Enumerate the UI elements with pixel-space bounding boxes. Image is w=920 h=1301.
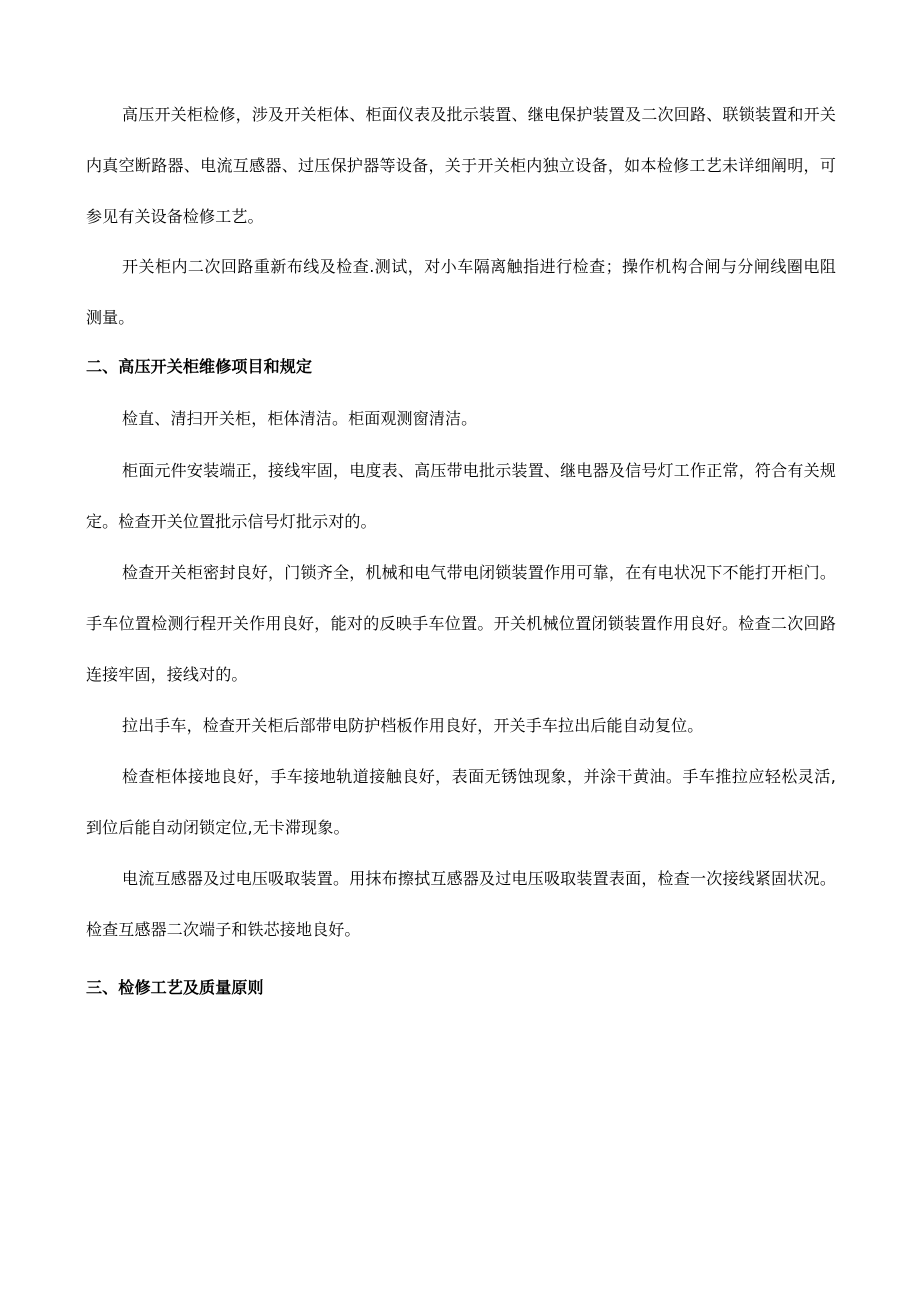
paragraph-scope: 高压开关柜检修，涉及开关柜体、柜面仪表及批示装置、继电保护装置及二次回路、联锁装置和开关内真空断路器、电流互感器、过压保护器等设备，关于开关柜内独立设备，如本检修工艺未详细阐明，可参见有关设备检修工艺。 (86, 105, 836, 226)
paragraph-secondary-circuit: 开关柜内二次回路重新布线及检查.测试，对小车隔离触指进行检查；操作机构合闸与分闸线圈电阻测量。 (86, 257, 836, 327)
paragraph-sealing-interlock: 检查开关柜密封良好，门锁齐全，机械和电气带电闭锁装置作用可靠，在有电状况下不能打开柜门。手车位置检测行程开关作用良好，能对的反映手车位置。开关机械位置闭锁装置作用良好。检查二次回路连接牢固，接线对的。 (86, 563, 836, 684)
paragraph-current-transformer: 电流互感器及过电压吸取装置。用抹布擦拭互感器及过电压吸取装置表面，检查一次接线紧固状况。检查互感器二次端子和铁芯接地良好。 (86, 869, 836, 939)
paragraph-panel-components: 柜面元件安装端正，接线牢固，电度表、高压带电批示装置、继电器及信号灯工作正常，符合有关规定。检查开关位置批示信号灯批示对的。 (86, 461, 836, 531)
paragraph-grounding: 检查柜体接地良好，手车接地轨道接触良好，表面无锈蚀现象，并涂干黄油。手车推拉应轻松灵活,到位后能自动闭锁定位,无卡滞现象。 (86, 767, 836, 837)
paragraph-pull-out-trolley: 拉出手车，检查开关柜后部带电防护档板作用良好，开关手车拉出后能自动复位。 (122, 716, 704, 735)
paragraph-cleaning: 检直、清扫开关柜，柜体清洁。柜面观测窗清洁。 (122, 409, 478, 428)
section-heading-maintenance-items: 二、高压开关柜维修项目和规定 (86, 357, 313, 376)
section-heading-process-quality: 三、检修工艺及质量原则 (86, 978, 264, 997)
